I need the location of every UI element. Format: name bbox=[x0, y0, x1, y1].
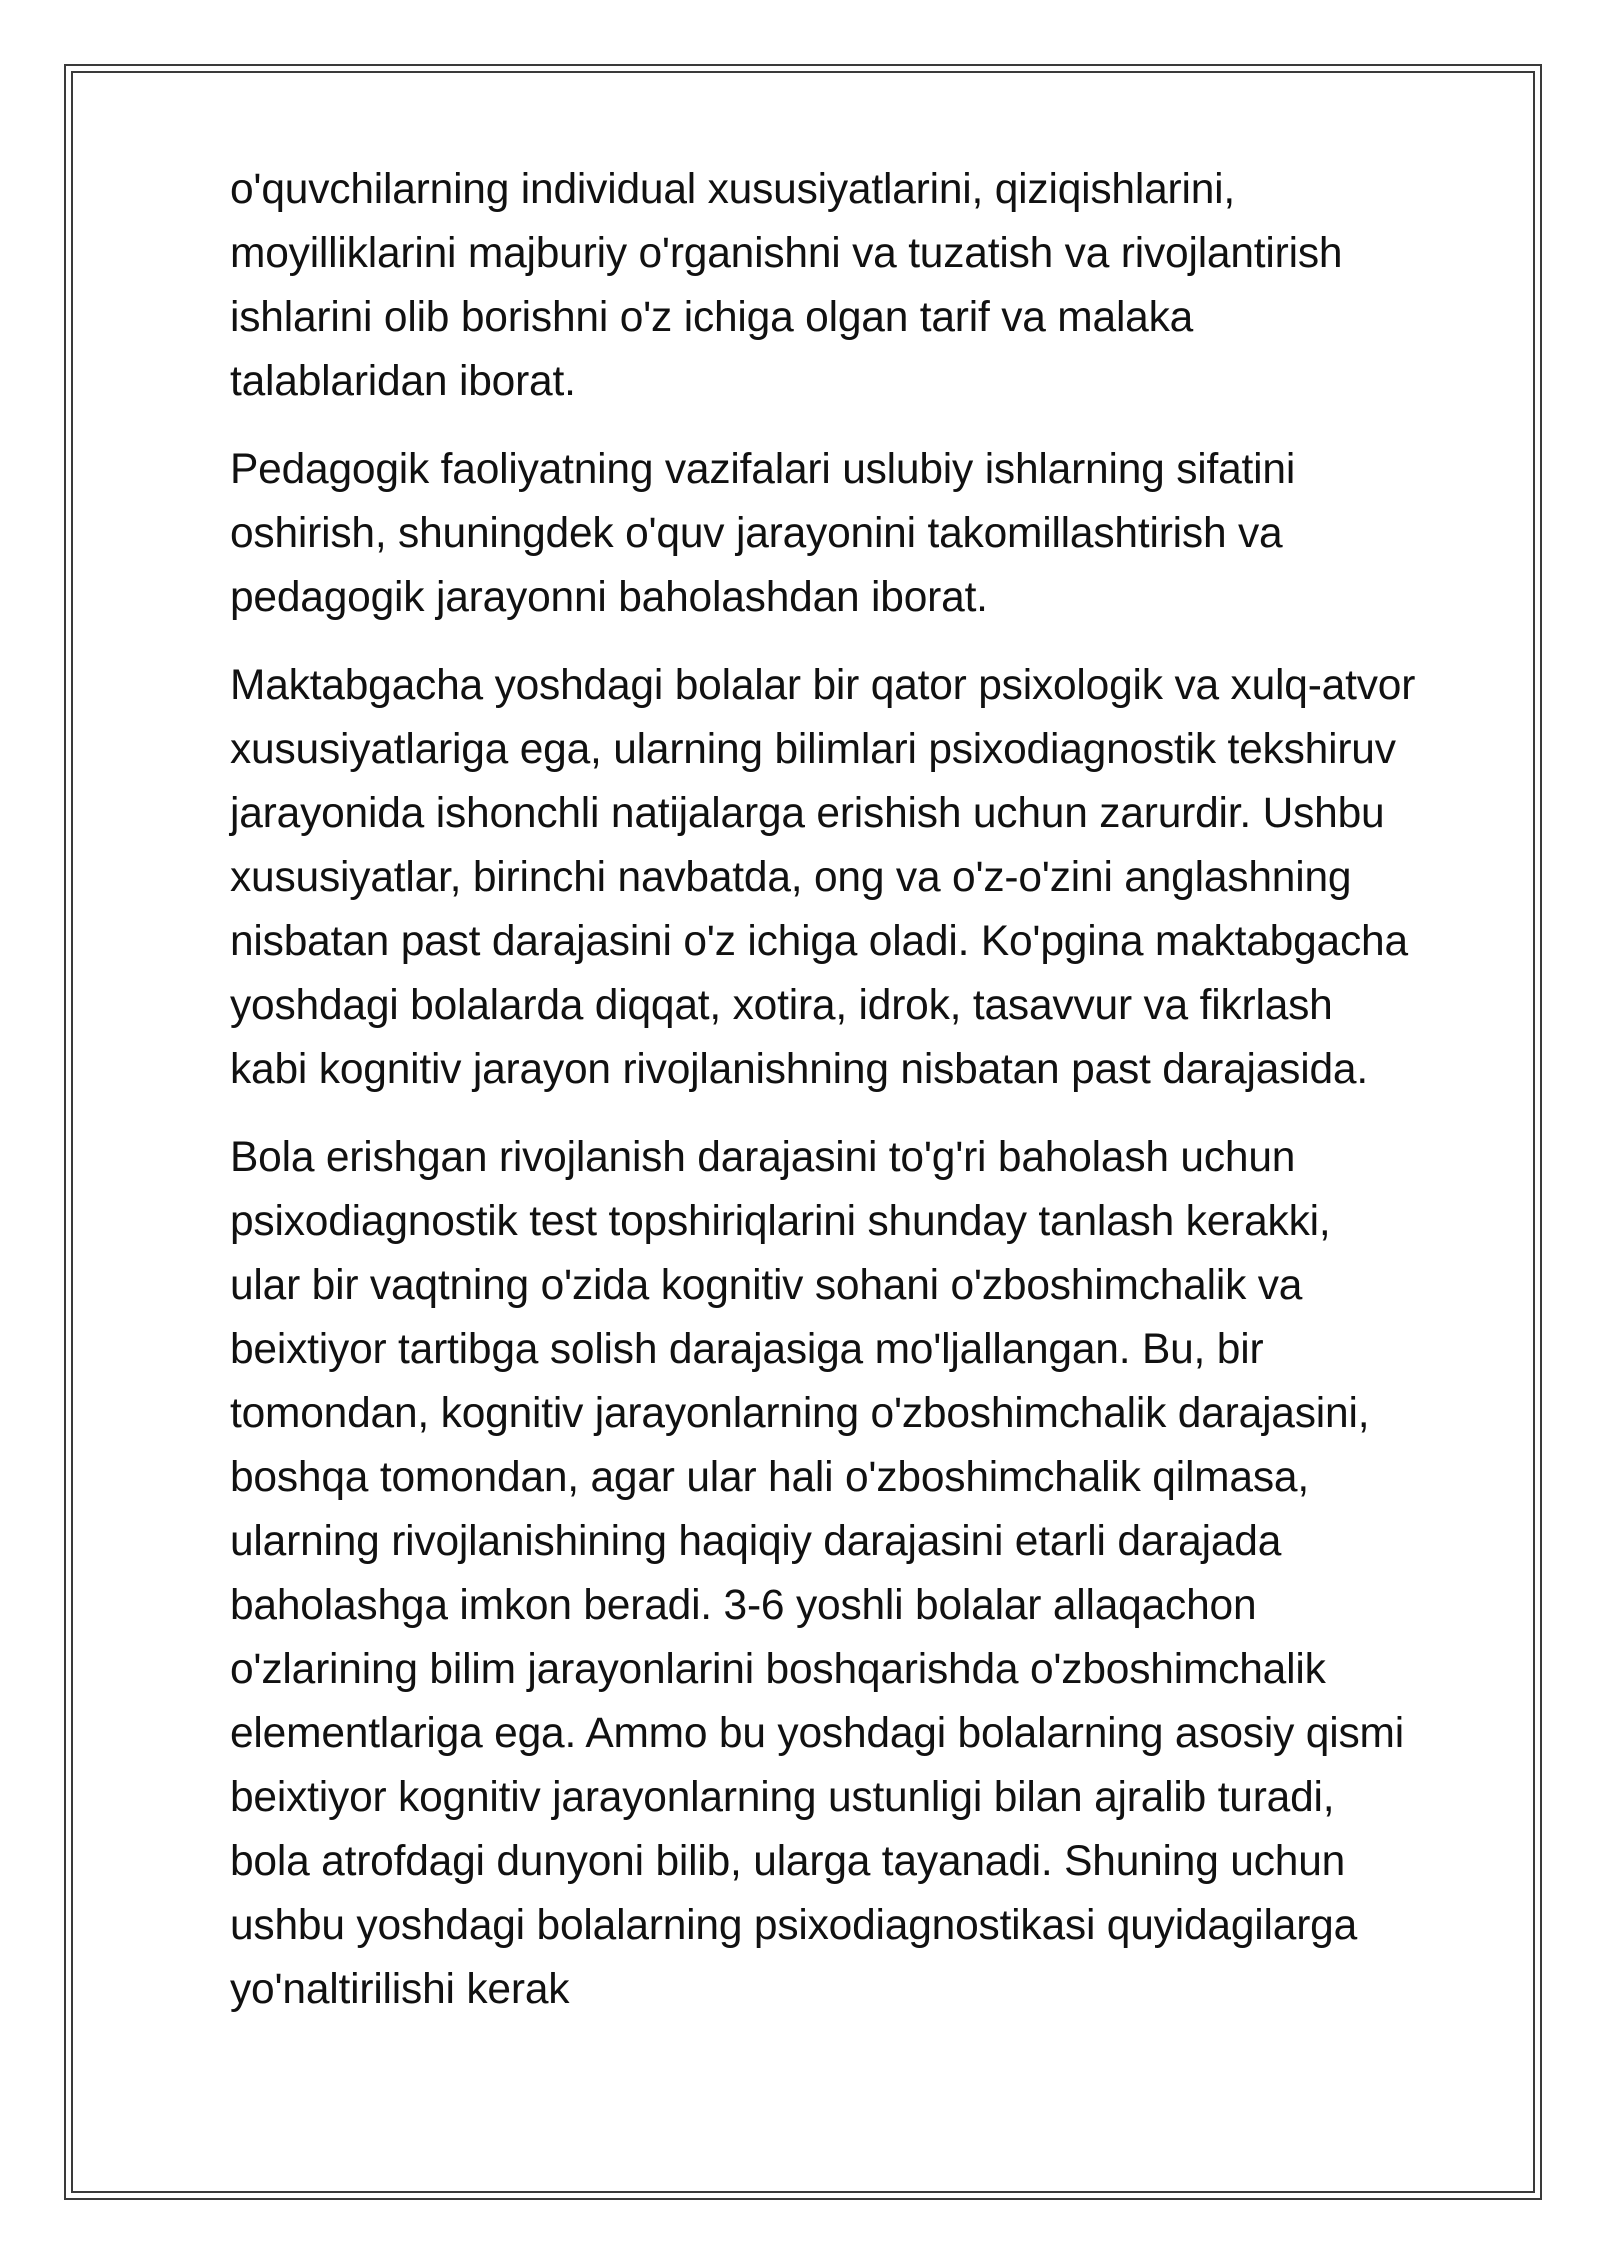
text-line: ularning rivojlanishining haqiqiy darajasini etarli darajada bbox=[230, 1518, 1282, 1565]
text-line: tomondan, kognitiv jarayonlarning o'zboshimchalik darajasini, bbox=[230, 1390, 1370, 1437]
text-line: pedagogik jarayonni baholashdan iborat. bbox=[230, 574, 988, 621]
paragraph-4 bbox=[230, 1126, 1520, 2022]
text-line: kabi kognitiv jarayon rivojlanishning nisbatan past darajasida. bbox=[230, 1046, 1368, 1093]
paragraph-1 bbox=[230, 158, 1520, 414]
text-line: oshirish, shuningdek o'quv jarayonini takomillashtirish va bbox=[230, 510, 1283, 557]
text-line: elementlariga ega. Ammo bu yoshdagi bolalarning asosiy qismi bbox=[230, 1710, 1404, 1757]
text-line: o'zlarining bilim jarayonlarini boshqarishda o'zboshimchalik bbox=[230, 1646, 1326, 1693]
text-line: Maktabgacha yoshdagi bolalar bir qator psixologik va xulq-atvor bbox=[230, 662, 1416, 709]
text-line: baholashga imkon beradi. 3-6 yoshli bolalar allaqachon bbox=[230, 1582, 1257, 1629]
text-line: beixtiyor tartibga solish darajasiga mo'ljallangan. Bu, bir bbox=[230, 1326, 1264, 1373]
text-line: ushbu yoshdagi bolalarning psixodiagnostikasi quyidagilarga bbox=[230, 1902, 1358, 1949]
text-line: xususiyatlariga ega, ularning bilimlari psixodiagnostik tekshiruv bbox=[230, 726, 1396, 773]
text-line: xususiyatlar, birinchi navbatda, ong va o'z-o'zini anglashning bbox=[230, 854, 1352, 901]
text-line: Pedagogik faoliyatning vazifalari uslubiy ishlarning sifatini bbox=[230, 446, 1296, 493]
text-line: talablaridan iborat. bbox=[230, 358, 576, 405]
text-line: beixtiyor kognitiv jarayonlarning ustunligi bilan ajralib turadi, bbox=[230, 1774, 1335, 1821]
document-body bbox=[230, 158, 1520, 2046]
text-line: bola atrofdagi dunyoni bilib, ularga tayanadi. Shuning uchun bbox=[230, 1838, 1346, 1885]
text-line: boshqa tomondan, agar ular hali o'zboshimchalik qilmasa, bbox=[230, 1454, 1309, 1501]
paragraph-2 bbox=[230, 438, 1520, 630]
text-line: ishlarini olib borishni o'z ichiga olgan tarif va malaka bbox=[230, 294, 1194, 341]
text-line: jarayonida ishonchli natijalarga erishish uchun zarurdir. Ushbu bbox=[230, 790, 1385, 837]
paragraph-3 bbox=[230, 654, 1520, 1102]
text-line: ular bir vaqtning o'zida kognitiv sohani o'zboshimchalik va bbox=[230, 1262, 1303, 1309]
text-line: psixodiagnostik test topshiriqlarini shunday tanlash kerakki, bbox=[230, 1198, 1331, 1245]
text-line: moyilliklarini majburiy o'rganishni va tuzatish va rivojlantirish bbox=[230, 230, 1343, 277]
text-line: yo'naltirilishi kerak bbox=[230, 1966, 570, 2013]
text-line: yoshdagi bolalarda diqqat, xotira, idrok, tasavvur va fikrlash bbox=[230, 982, 1333, 1029]
text-line: nisbatan past darajasini o'z ichiga oladi. Ko'pgina maktabgacha bbox=[230, 918, 1408, 965]
text-line: o'quvchilarning individual xususiyatlarini, qiziqishlarini, bbox=[230, 166, 1236, 213]
text-line: Bola erishgan rivojlanish darajasini to'g'ri baholash uchun bbox=[230, 1134, 1296, 1181]
